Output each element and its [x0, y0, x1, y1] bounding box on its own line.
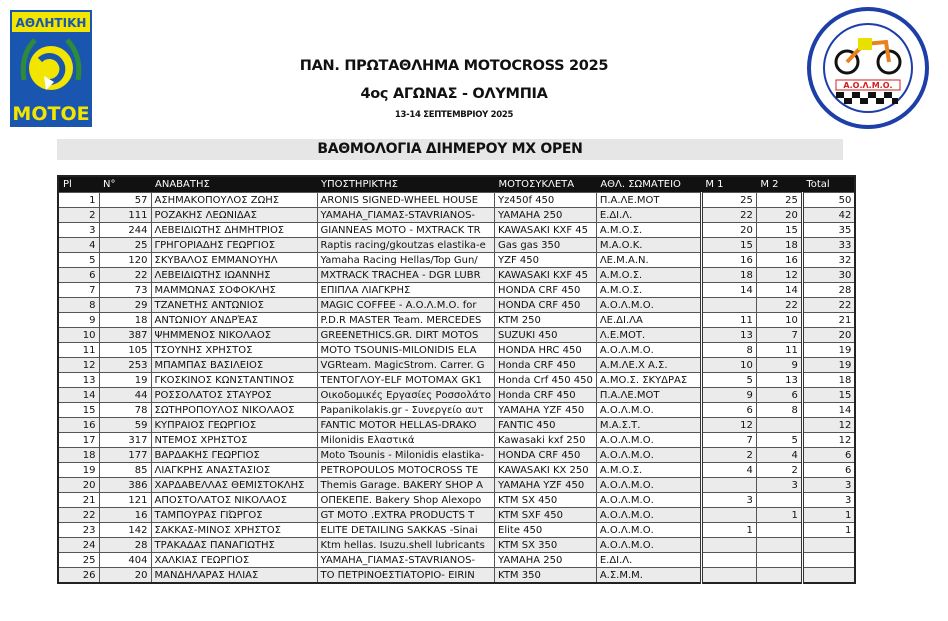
cell-rider: ΣΩΤΗΡΟΠΟΥΛΟΣ ΝΙΚΟΛΑΟΣ: [151, 403, 317, 418]
cell-motorcycle: YAMAHA YZF 450: [495, 403, 597, 418]
cell-motorcycle: Honda CRF 450: [495, 388, 597, 403]
cell-place: 21: [58, 493, 99, 508]
cell-sponsor: GT MOTO .EXTRA PRODUCTS T: [317, 508, 495, 523]
cell-total: 1: [802, 523, 855, 538]
cell-place: 17: [58, 433, 99, 448]
cell-moto1: 1: [701, 523, 756, 538]
cell-motorcycle: KAWASAKI KXF 45: [495, 223, 597, 238]
cell-rider: ΛΙΑΓΚΡΗΣ ΑΝΑΣΤΑΣΙΟΣ: [151, 463, 317, 478]
cell-total: 6: [802, 463, 855, 478]
race-subtitle: 4ος ΑΓΩΝΑΣ - ΟΛΥΜΠΙΑ: [360, 86, 548, 102]
cell-number: 85: [99, 463, 151, 478]
cell-place: 14: [58, 388, 99, 403]
cell-motorcycle: HONDA CRF 450: [495, 448, 597, 463]
cell-rider: ΡΟΖΑΚΗΣ ΛΕΩΝΙΔΑΣ: [151, 208, 317, 223]
cell-moto2: [756, 538, 802, 553]
cell-place: 18: [58, 448, 99, 463]
cell-total: 22: [802, 298, 855, 313]
cell-rider: ΤΑΜΠΟΥΡΑΣ ΓΙΏΡΓΟΣ: [151, 508, 317, 523]
cell-moto2: 20: [756, 208, 802, 223]
cell-moto2: 13: [756, 373, 802, 388]
cell-rider: ΒΑΡΔΑΚΗΣ ΓΕΩΡΓΙΟΣ: [151, 448, 317, 463]
cell-motorcycle: KAWASAKI KX 250: [495, 463, 597, 478]
cell-number: 59: [99, 418, 151, 433]
cell-club: ΛΕ.Μ.Α.Ν.: [596, 253, 701, 268]
cell-club: Α.Ο.Λ.Μ.Ο.: [596, 493, 701, 508]
cell-club: Λ.Ε.ΜΟΤ.: [596, 328, 701, 343]
cell-moto2: [756, 553, 802, 568]
cell-sponsor: ΤΟ ΠΕΤΡΙΝΟΕΣΤΙΑΤΟΡΙΟ- EIRIN: [317, 568, 495, 584]
cell-moto1: 10: [701, 358, 756, 373]
section-title: ΒΑΘΜΟΛΟΓΙΑ ΔΙΗΜΕΡΟΥ MX OPEN: [57, 139, 843, 160]
cell-moto1: [701, 478, 756, 493]
cell-motorcycle: KTM 250: [495, 313, 597, 328]
cell-moto1: 22: [701, 208, 756, 223]
cell-place: 6: [58, 268, 99, 283]
cell-motorcycle: Elite 450: [495, 523, 597, 538]
table-row: [58, 328, 855, 343]
cell-motorcycle: YAMAHA YZF 450: [495, 478, 597, 493]
cell-sponsor: YAMAHA_ΓΙΑΜΑΣ-STAVRIANOS-: [317, 553, 495, 568]
cell-moto2: 11: [756, 343, 802, 358]
cell-total: 32: [802, 253, 855, 268]
cell-number: 44: [99, 388, 151, 403]
cell-moto2: 15: [756, 223, 802, 238]
cell-motorcycle: HONDA HRC 450: [495, 343, 597, 358]
cell-sponsor: YAMAHA_ΓΙΑΜΑΣ-STAVRIANOS-: [317, 208, 495, 223]
cell-club: Α.ΜΟ.Σ. ΣΚΥΔΡΑΣ: [596, 373, 701, 388]
cell-moto2: 4: [756, 448, 802, 463]
cell-motorcycle: FANTIC 450: [495, 418, 597, 433]
cell-moto2: 12: [756, 268, 802, 283]
cell-motorcycle: HONDA CRF 450: [495, 298, 597, 313]
cell-club: Π.Α.ΛΕ.ΜΟΤ: [596, 193, 701, 208]
cell-motorcycle: KAWASAKI KXF 45: [495, 268, 597, 283]
cell-club: Α.Μ.Ο.Σ.: [596, 463, 701, 478]
cell-number: 387: [99, 328, 151, 343]
cell-place: 24: [58, 538, 99, 553]
cell-rider: ΜΑΜΜΩΝΑΣ ΣΟΦΟΚΛΗΣ: [151, 283, 317, 298]
cell-sponsor: Yamaha Racing Hellas/Top Gun/: [317, 253, 495, 268]
table-row: [58, 253, 855, 268]
column-header-place: Pl: [58, 176, 99, 193]
cell-rider: ΧΑΡΔΑΒΕΛΛΑΣ ΘΕΜΙΣΤΟΚΛΗΣ: [151, 478, 317, 493]
column-header-rider: ΑΝΑΒΑΤΗΣ: [151, 176, 317, 193]
cell-rider: ΡΟΣΣΟΛΑΤΟΣ ΣΤΑΥΡΟΣ: [151, 388, 317, 403]
cell-moto1: 5: [701, 373, 756, 388]
cell-club: ΛΕ.ΔΙ.ΛΑ: [596, 313, 701, 328]
cell-rider: ΑΠΟΣΤΟΛΑΤΟΣ ΝΙΚΟΛΑΟΣ: [151, 493, 317, 508]
cell-number: 253: [99, 358, 151, 373]
standings-table: [57, 175, 856, 584]
cell-place: 25: [58, 553, 99, 568]
cell-moto2: 22: [756, 298, 802, 313]
cell-club: Π.Α.ΛΕ.ΜΟΤ: [596, 388, 701, 403]
cell-number: 244: [99, 223, 151, 238]
cell-total: 19: [802, 358, 855, 373]
cell-moto2: 3: [756, 478, 802, 493]
cell-moto1: 13: [701, 328, 756, 343]
cell-sponsor: Οικοδομικές Εργασίες Ροσσολάτο: [317, 388, 495, 403]
cell-total: 3: [802, 478, 855, 493]
cell-sponsor: PETROPOULOS MOTOCROSS TE: [317, 463, 495, 478]
cell-total: [802, 553, 855, 568]
cell-sponsor: Themis Garage. BAKERY SHOP A: [317, 478, 495, 493]
cell-total: 12: [802, 418, 855, 433]
cell-sponsor: Papanikolakis.gr - Συνεργείο αυτ: [317, 403, 495, 418]
cell-rider: ΓΚΟΣΚΙΝΟΣ ΚΩΝΣΤΑΝΤΙΝΟΣ: [151, 373, 317, 388]
table-row: [58, 343, 855, 358]
cell-number: 78: [99, 403, 151, 418]
table-row: [58, 298, 855, 313]
cell-place: 11: [58, 343, 99, 358]
cell-total: 33: [802, 238, 855, 253]
table-row: [58, 433, 855, 448]
cell-club: Α.Ο.Λ.Μ.Ο.: [596, 523, 701, 538]
cell-rider: ΨΗΜΜΕΝΟΣ ΝΙΚΟΛΑΟΣ: [151, 328, 317, 343]
cell-motorcycle: SUZUKI 450: [495, 328, 597, 343]
table-row: [58, 403, 855, 418]
cell-club: Α.Ο.Λ.Μ.Ο.: [596, 448, 701, 463]
cell-moto1: 25: [701, 193, 756, 208]
cell-number: 57: [99, 193, 151, 208]
cell-number: 105: [99, 343, 151, 358]
cell-sponsor: GIANNEAS MOTO - MXTRACK TR: [317, 223, 495, 238]
cell-club: Α.Σ.Μ.Μ.: [596, 568, 701, 584]
cell-sponsor: ARONIS SIGNED-WHEEL HOUSE: [317, 193, 495, 208]
cell-total: 18: [802, 373, 855, 388]
cell-moto2: 7: [756, 328, 802, 343]
cell-total: 14: [802, 403, 855, 418]
cell-number: 404: [99, 553, 151, 568]
column-header-club: ΑΘΛ. ΣΩΜΑΤΕΙΟ: [596, 176, 701, 193]
cell-total: 35: [802, 223, 855, 238]
cell-total: 12: [802, 433, 855, 448]
cell-place: 8: [58, 298, 99, 313]
cell-total: 28: [802, 283, 855, 298]
cell-total: 42: [802, 208, 855, 223]
cell-rider: ΛΕΒΕΙΔΙΩΤΗΣ ΔΗΜΗΤΡΙΟΣ: [151, 223, 317, 238]
cell-number: 121: [99, 493, 151, 508]
cell-moto2: 5: [756, 433, 802, 448]
cell-total: 21: [802, 313, 855, 328]
cell-motorcycle: YZF 450: [495, 253, 597, 268]
cell-moto1: 20: [701, 223, 756, 238]
cell-number: 73: [99, 283, 151, 298]
cell-sponsor: ELITE DETAILING SAKKAS -Sinai: [317, 523, 495, 538]
cell-motorcycle: Kawasaki kxf 250: [495, 433, 597, 448]
table-row: [58, 313, 855, 328]
cell-moto1: 7: [701, 433, 756, 448]
cell-club: Μ.Α.Σ.Τ.: [596, 418, 701, 433]
cell-club: Α.Ο.Λ.Μ.Ο.: [596, 433, 701, 448]
cell-club: Α.Μ.Ο.Σ.: [596, 268, 701, 283]
cell-number: 22: [99, 268, 151, 283]
cell-total: [802, 538, 855, 553]
table-row: [58, 373, 855, 388]
cell-club: Α.Ο.Λ.Μ.Ο.: [596, 538, 701, 553]
cell-moto1: 14: [701, 283, 756, 298]
cell-rider: ΤΡΑΚΑΔΑΣ ΠΑΝΑΓΙΩΤΗΣ: [151, 538, 317, 553]
table-row: [58, 208, 855, 223]
cell-moto1: 4: [701, 463, 756, 478]
table-row: [58, 358, 855, 373]
cell-rider: ΤΣΟΥΝΗΣ ΧΡΗΣΤΟΣ: [151, 343, 317, 358]
cell-number: 20: [99, 568, 151, 584]
cell-sponsor: MXTRACK TRACHEA - DGR LUBR: [317, 268, 495, 283]
cell-rider: ΝΤΕΜΟΣ ΧΡΗΣΤΟΣ: [151, 433, 317, 448]
column-header-sponsor: ΥΠΟΣΤΗΡΙΚΤΗΣ: [317, 176, 495, 193]
cell-moto1: 6: [701, 403, 756, 418]
cell-moto2: 8: [756, 403, 802, 418]
cell-place: 2: [58, 208, 99, 223]
cell-place: 23: [58, 523, 99, 538]
cell-rider: ΓΡΗΓΟΡΙΑΔΗΣ ΓΕΩΡΓΙΟΣ: [151, 238, 317, 253]
cell-place: 3: [58, 223, 99, 238]
table-row: [58, 388, 855, 403]
cell-sponsor: GREENETHICS.GR. DIRT MOTOS: [317, 328, 495, 343]
cell-motorcycle: YAMAHA 250: [495, 553, 597, 568]
cell-moto1: 18: [701, 268, 756, 283]
cell-place: 10: [58, 328, 99, 343]
table-row: [58, 463, 855, 478]
cell-place: 15: [58, 403, 99, 418]
cell-moto1: [701, 568, 756, 584]
cell-moto2: [756, 493, 802, 508]
cell-total: 19: [802, 343, 855, 358]
table-row: [58, 268, 855, 283]
cell-motorcycle: KTM SX 350: [495, 538, 597, 553]
cell-sponsor: Raptis racing/gkoutzas elastika-e: [317, 238, 495, 253]
svg-text:ΑΘΛΗΤΙΚΗ: ΑΘΛΗΤΙΚΗ: [15, 16, 87, 30]
cell-sponsor: VGRteam. MagicStrom. Carrer. G: [317, 358, 495, 373]
cell-sponsor: Ktm hellas. Isuzu.shell lubricants: [317, 538, 495, 553]
table-row: [58, 478, 855, 493]
cell-moto2: 14: [756, 283, 802, 298]
cell-rider: ΑΝΤΩΝΙΟΥ ΑΝΔΡΈΑΣ: [151, 313, 317, 328]
cell-moto2: [756, 568, 802, 584]
cell-moto2: 6: [756, 388, 802, 403]
cell-place: 26: [58, 568, 99, 584]
cell-club: Α.Ο.Λ.Μ.Ο.: [596, 508, 701, 523]
svg-text:Α.Ο.Λ.Μ.Ο.: Α.Ο.Λ.Μ.Ο.: [843, 81, 893, 90]
cell-club: Ε.ΔΙ.Λ.: [596, 553, 701, 568]
table-row: [58, 568, 855, 584]
cell-club: Α.Μ.Ο.Σ.: [596, 283, 701, 298]
table-row: [58, 193, 855, 208]
cell-total: 30: [802, 268, 855, 283]
cell-number: 25: [99, 238, 151, 253]
cell-number: 28: [99, 538, 151, 553]
cell-total: 50: [802, 193, 855, 208]
cell-moto1: [701, 508, 756, 523]
cell-place: 1: [58, 193, 99, 208]
cell-motorcycle: KTM 350: [495, 568, 597, 584]
cell-moto2: [756, 523, 802, 538]
cell-moto2: [756, 418, 802, 433]
cell-moto2: 16: [756, 253, 802, 268]
cell-motorcycle: Yz450f 450: [495, 193, 597, 208]
cell-place: 5: [58, 253, 99, 268]
cell-moto1: [701, 553, 756, 568]
cell-moto2: 2: [756, 463, 802, 478]
cell-moto1: 9: [701, 388, 756, 403]
cell-place: 20: [58, 478, 99, 493]
cell-moto2: 1: [756, 508, 802, 523]
cell-club: Α.Μ.Ο.Σ.: [596, 223, 701, 238]
cell-moto1: 8: [701, 343, 756, 358]
cell-number: 120: [99, 253, 151, 268]
cell-sponsor: Moto Tsounis - Milonidis elastika-: [317, 448, 495, 463]
column-header-motorcycle: ΜΟΤΟΣΥΚΛΕΤΑ: [495, 176, 597, 193]
cell-moto2: 10: [756, 313, 802, 328]
cell-rider: ΛΕΒΕΙΔΙΩΤΗΣ ΙΩΑΝΝΗΣ: [151, 268, 317, 283]
cell-club: Α.Ο.Λ.Μ.Ο.: [596, 298, 701, 313]
race-date: 13-14 ΣΕΠΤΕΜΒΡΙΟΥ 2025: [394, 110, 514, 120]
cell-moto1: 12: [701, 418, 756, 433]
cell-moto2: 25: [756, 193, 802, 208]
cell-sponsor: FANTIC MOTOR HELLAS-DRAKO: [317, 418, 495, 433]
cell-total: 1: [802, 508, 855, 523]
cell-rider: ΤΖΑΝΕΤΗΣ ΑΝΤΩΝΙΟΣ: [151, 298, 317, 313]
cell-motorcycle: YAMAHA 250: [495, 208, 597, 223]
cell-rider: ΜΠΑΜΠΑΣ ΒΑΣΙΛΕΙΟΣ: [151, 358, 317, 373]
table-row: [58, 448, 855, 463]
cell-moto1: 3: [701, 493, 756, 508]
cell-place: 16: [58, 418, 99, 433]
cell-club: Μ.Α.Ο.Κ.: [596, 238, 701, 253]
cell-place: 9: [58, 313, 99, 328]
cell-place: 19: [58, 463, 99, 478]
cell-motorcycle: KTM SXF 450: [495, 508, 597, 523]
cell-sponsor: ΤΕΝΤΟΓΛΟΥ-ELF MOTOMAX GK1: [317, 373, 495, 388]
column-header-moto1: Μ 1: [701, 176, 756, 193]
cell-place: 4: [58, 238, 99, 253]
cell-number: 386: [99, 478, 151, 493]
cell-number: 18: [99, 313, 151, 328]
cell-number: 29: [99, 298, 151, 313]
table-header-row: [58, 176, 855, 193]
cell-sponsor: Milonidis Ελαστικά: [317, 433, 495, 448]
cell-rider: ΑΣΗΜΑΚΟΠΟΥΛΟΣ ΖΩΗΣ: [151, 193, 317, 208]
column-header-moto2: Μ 2: [756, 176, 802, 193]
table-row: [58, 523, 855, 538]
cell-moto2: 9: [756, 358, 802, 373]
cell-rider: ΣΑΚΚΑΣ-ΜΙΝΟΣ ΧΡΗΣΤΟΣ: [151, 523, 317, 538]
cell-moto1: [701, 298, 756, 313]
cell-place: 22: [58, 508, 99, 523]
cell-moto1: 15: [701, 238, 756, 253]
cell-moto1: 11: [701, 313, 756, 328]
cell-sponsor: P.D.R MASTER Team. MERCEDES: [317, 313, 495, 328]
cell-moto2: 18: [756, 238, 802, 253]
table-row: [58, 538, 855, 553]
cell-rider: ΜΑΝΔΗΛΑΡΑΣ ΗΛΙΑΣ: [151, 568, 317, 584]
cell-rider: ΚΥΠΡΑΙΟΣ ΓΕΩΡΓΙΟΣ: [151, 418, 317, 433]
cell-total: 15: [802, 388, 855, 403]
championship-title: ΠΑΝ. ΠΡΩΤΑΘΛΗΜΑ MOTOCROSS 2025: [299, 58, 609, 74]
cell-motorcycle: KTM SX 450: [495, 493, 597, 508]
column-header-total: Total: [802, 176, 855, 193]
cell-club: Ε.ΔΙ.Λ.: [596, 208, 701, 223]
cell-motorcycle: Gas gas 350: [495, 238, 597, 253]
cell-total: 6: [802, 448, 855, 463]
cell-place: 7: [58, 283, 99, 298]
cell-motorcycle: Honda Crf 450 450: [495, 373, 597, 388]
cell-moto1: [701, 538, 756, 553]
cell-number: 142: [99, 523, 151, 538]
cell-number: 177: [99, 448, 151, 463]
cell-total: 20: [802, 328, 855, 343]
cell-place: 12: [58, 358, 99, 373]
cell-sponsor: MOTO TSOUNIS-MILONIDIS ELA: [317, 343, 495, 358]
cell-sponsor: MAGIC COFFEE - Α.Ο.Λ.Μ.Ο. for: [317, 298, 495, 313]
cell-club: Α.Ο.Λ.Μ.Ο.: [596, 343, 701, 358]
cell-motorcycle: Honda CRF 450: [495, 358, 597, 373]
column-header-number: N°: [99, 176, 151, 193]
cell-sponsor: ΟΠΕΚΕΠΕ. Bakery Shop Alexopo: [317, 493, 495, 508]
table-row: [58, 418, 855, 433]
table-row: [58, 238, 855, 253]
cell-motorcycle: HONDA CRF 450: [495, 283, 597, 298]
cell-club: Α.Ο.Λ.Μ.Ο.: [596, 403, 701, 418]
table-row: [58, 283, 855, 298]
table-row: [58, 508, 855, 523]
table-row: [58, 493, 855, 508]
table-row: [58, 553, 855, 568]
cell-place: 13: [58, 373, 99, 388]
table-row: [58, 223, 855, 238]
cell-rider: ΧΑΛΚΙΑΣ ΓΕΩΡΓΙΟΣ: [151, 553, 317, 568]
svg-text:MOTOE: MOTOE: [12, 103, 90, 125]
cell-number: 19: [99, 373, 151, 388]
cell-moto1: 2: [701, 448, 756, 463]
cell-sponsor: ΕΠΙΠΛΑ ΛΙΑΓΚΡΗΣ: [317, 283, 495, 298]
cell-total: [802, 568, 855, 584]
cell-number: 16: [99, 508, 151, 523]
cell-club: Α.Ο.Λ.Μ.Ο.: [596, 478, 701, 493]
cell-total: 3: [802, 493, 855, 508]
cell-number: 317: [99, 433, 151, 448]
cell-moto1: 16: [701, 253, 756, 268]
cell-club: Α.Μ.ΛΕ.Χ Α.Σ.: [596, 358, 701, 373]
cell-number: 111: [99, 208, 151, 223]
cell-rider: ΣΚΥΒΑΛΟΣ ΕΜΜΑΝΟΥΗΛ: [151, 253, 317, 268]
